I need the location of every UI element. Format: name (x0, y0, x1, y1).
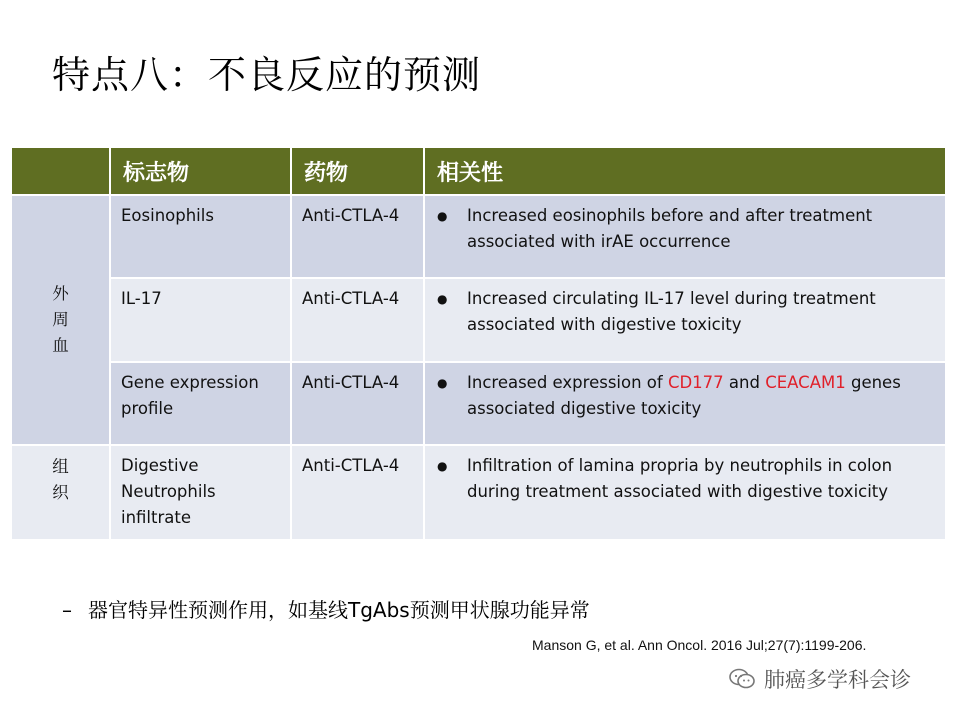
header-drug: 药物 (291, 148, 424, 195)
group-label: 组织 (52, 457, 69, 502)
gene-highlight: CEACAM1 (765, 373, 846, 392)
header-group (12, 148, 110, 195)
text-fragment: and (723, 373, 766, 392)
correlation-cell (424, 362, 945, 445)
marker-cell: Gene expression profile (110, 362, 291, 445)
table-row (12, 445, 945, 539)
header-correlation: 相关性 (424, 148, 945, 195)
dash-icon: – (62, 598, 72, 622)
correlation-text: Increased circulating IL-17 level during treatment associated with digestive toxicity (467, 289, 876, 334)
bullet-icon: ● (437, 209, 448, 223)
wechat-icon (728, 667, 756, 691)
text-fragment: genes associated digestive toxicity (467, 373, 901, 418)
text-fragment: Increased expression of (467, 373, 668, 392)
marker-cell: Eosinophils (110, 195, 291, 278)
group-peripheral-blood (12, 195, 110, 445)
correlation-text: Increased eosinophils before and after treatment associated with irAE occurrence (467, 206, 873, 251)
correlation-text (467, 370, 937, 422)
drug-cell: Anti-CTLA-4 (291, 195, 424, 278)
table-row (12, 278, 945, 362)
marker-table (12, 148, 945, 539)
footnote-bullet (62, 594, 590, 623)
table-header-row (12, 148, 945, 195)
correlation-cell (424, 278, 945, 362)
correlation-text: Infiltration of lamina propria by neutrophils in colon during treatment associated with digestive toxicity (467, 456, 893, 501)
watermark-text: 肺癌多学科会诊 (764, 668, 911, 692)
header-marker: 标志物 (110, 148, 291, 195)
bullet-icon: ● (437, 459, 448, 473)
marker-cell: Digestive Neutrophils infiltrate (110, 445, 291, 539)
bullet-icon: ● (437, 292, 448, 306)
table-row (12, 362, 945, 445)
correlation-cell (424, 445, 945, 539)
group-tissue (12, 445, 110, 539)
correlation-cell (424, 195, 945, 278)
drug-cell: Anti-CTLA-4 (291, 362, 424, 445)
watermark (728, 664, 911, 694)
marker-cell: IL-17 (110, 278, 291, 362)
footnote-text: 器官特异性预测作用，如基线TgAbs预测甲状腺功能异常 (88, 598, 590, 622)
drug-cell: Anti-CTLA-4 (291, 445, 424, 539)
bullet-icon: ● (437, 376, 448, 390)
gene-highlight: CD177 (667, 373, 724, 392)
citation: Manson G, et al. Ann Oncol. 2016 Jul;27(7):1199-206. (532, 637, 867, 653)
slide-title: 特点八：不良反应的预测 (52, 53, 482, 97)
group-label: 外周血 (52, 284, 69, 355)
table-row (12, 195, 945, 278)
drug-cell: Anti-CTLA-4 (291, 278, 424, 362)
